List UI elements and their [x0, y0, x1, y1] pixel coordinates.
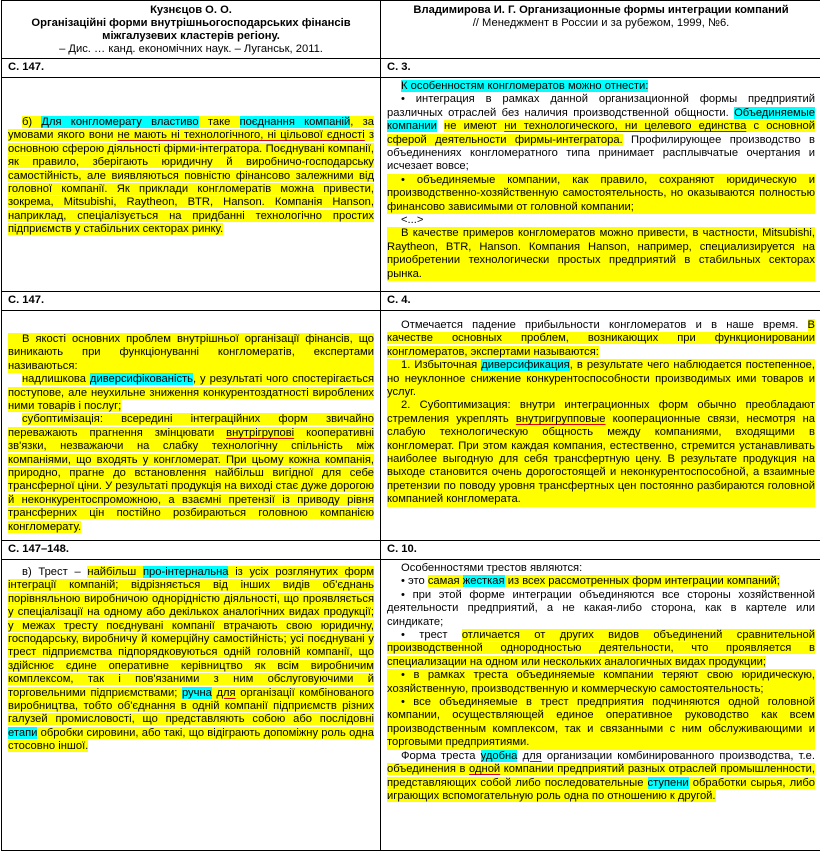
right-page-label-3: С. 10.: [381, 541, 820, 560]
left-text-cell-2: [2, 311, 381, 541]
left-paragraph: в) Трест – найбільш про-інтернальна із усіх розглянутих форм інтеграції компаній; відрізняється від інших видів об'єднань порівняльною виробничою однорідністю діяльності, що проявляється у спеціалізації на одному або декількох аналогічних видах продукції; у межах тресту поєднувані компанії втрачають свою юридичну, господарську, виробничу й комерційну самостійність; усі поєднувані у трест підприємства підпорядковуються одній головній компанії, що здійснює єдине оперативне керівництво як всім виробничим комплексом, так і пов'язаними з ним обслуговуючими й торговельними підприємствами; ручна для організації комбінованого виробництва, тобто об'єднання в одній компанії підприємств різних галузей промисловості, що представляють собою або послідовні етапи обробки сировини, або такі, що відіграють допоміжну роль одна стосовно іншої.: [8, 566, 375, 753]
right-text-cell-1: [381, 78, 820, 292]
right-paragraph: К особенностям конгломератов можно отнести:: [401, 80, 649, 92]
right-paragraph: • все объединяемые в трест предприятия подчиняются одной головной компании, осуществляющей единое оперативное руководство как всем производственным комплексом, так и связанными с ним обслуживающими и торговыми предприятиями.: [387, 696, 815, 749]
right-paragraph: • в рамках треста объединяемые компании теряют свою юридическую, хозяйственную, производственную и коммерческую самостоятельность;: [387, 669, 815, 695]
left-page-label-1: С. 147.: [2, 59, 381, 78]
header-row: [2, 1, 820, 59]
right-text-cell-2: [381, 311, 820, 541]
left-paragraph: надлишкова диверсифікованість, у результаті чого спостерігається поступове, але неухильне зниження конкурентоздатності вироблених ними товарів і послуг;: [8, 373, 374, 413]
left-page-label-3: С. 147–148.: [2, 541, 381, 560]
comparison-table: [1, 0, 820, 851]
left-source: – Дис. … канд. економічних наук. – Луганськ, 2011.: [59, 43, 323, 55]
page-row-2: [2, 292, 820, 311]
right-paragraph: • объединяемые компании, как правило, сохраняют юридическую и производственно-хозяйственную самостоятельность, но оказываются полностью финансово зависимыми от головной компании;: [387, 173, 815, 213]
page-row-3: [2, 541, 820, 560]
right-page-label-2: С. 4.: [381, 292, 820, 311]
left-text-cell-3: [2, 560, 381, 851]
left-page-label-2: С. 147.: [2, 292, 381, 311]
right-paragraph: Форма треста удобна для организации комбинированного производства, т.е. объединения в одной компании предприятий разных отраслей промышленности, представляющих собой либо последовательные ступени обработки сырья, либо играющих вспомогательную роль одна по отношению к другой.: [387, 749, 815, 802]
right-header-cell: [381, 1, 820, 59]
right-paragraph: • это самая жесткая из всех рассмотренных форм интеграции компаний;: [401, 575, 780, 588]
right-paragraph: 1. Избыточная диверсификация, в результате чего наблюдается постепенное, но неуклонное снижение конкурентоспособности производимых ими товаров и услуг.: [387, 359, 815, 399]
left-title: Організаційні форми внутрішньогосподарських фінансів міжгалузевих кластерів регіону.: [31, 17, 351, 42]
right-paragraph: Особенностями трестов являются:: [401, 562, 583, 574]
right-paragraph: • интеграция в рамках данной организационной формы предприятий различных отраслей без наличия производственной общности. Объединяемые компании не имеют ни технологического, ни целевого единства с основной сферой деятельности фирмы-интегратора. Профилирующее производство в объединениях конгломератного типа принимает расплывчатые очертания и исчезает вовсе;: [387, 93, 815, 173]
left-paragraph: б) Для конгломерату властиво таке поєднання компаній, за умовами якого вони не мають ні технологічного, ні цільової єдності з основною сферою діяльності фірми-інтегратора. Поєднувані компанії, як правило, зберігають юридичну й виробничо-господарську самостійність, але виявляються повністю фінансово залежними від головної компанії. Як приклади конгломератів можна привести, зокрема, Mitsubishi, Raytheon, BTR, Hanson. Компанія Hanson, наприклад, спеціалізується на придбанні технологічно простих підприємств у стабільних секторах ринку.: [8, 116, 375, 236]
right-text-cell-3: [381, 560, 820, 851]
right-paragraph: 2. Субоптимизация: внутри интеграционных форм обычно преобладают стремления укреплять внутригрупповые кооперационные связи, несмотря на слабую технологическую общность между компаниями, входящими в конгломерат. При этом каждая компания, естественно, стремится устанавливать наиболее выгодную для себя трансфертную цену. В результате продукция на выходе становится очень дорогостоящей и неконкурентоспособной, а взаимные претензии по поводу уровня трансфертных цен постоянно разбираются головной компанией конгломерата.: [387, 399, 815, 506]
right-title: Владимирова И. Г. Организационные формы интеграции компаний: [413, 4, 789, 16]
left-author: Кузнєцов О. О.: [150, 4, 232, 16]
left-paragraph: В якості основних проблем внутрішньої організації фінансів, що виникають при функціонуванні конгломератів, експертами називаються:: [8, 333, 374, 372]
left-text-cell-1: [2, 78, 381, 292]
right-paragraph: <...>: [401, 214, 424, 227]
right-paragraph: • трест отличается от других видов объединений сравнительной производственной однородностью деятельности, что проявляется в специализации на одном или нескольких аналогичных видах продукции;: [387, 629, 815, 668]
page-row-1: [2, 59, 820, 78]
right-paragraph: Отмечается падение прибыльности конгломератов и в наше время. В качестве основных проблем, возникающих при функционировании конгломератов, экспертами называются:: [387, 319, 815, 358]
text-row-3: [2, 560, 820, 851]
text-row-2: [2, 311, 820, 541]
right-paragraph: • при этой форме интеграции объединяются все стороны хозяйственной деятельности предприятий, а не какая-либо сторона, как в картеле или синдикате;: [387, 588, 815, 628]
text-row-1: [2, 78, 820, 292]
right-paragraph: В качестве примеров конгломератов можно привести, в частности, Mitsubishi, Raytheon, BTR, Hanson. Компания Hanson, например, специализируется на приобретении технологически простых предприятий в стабильных секторах рынка.: [387, 227, 815, 280]
left-paragraph: субоптимізація: всередині інтеграційних форм звичайно переважають прагнення змінцювати внутрігрупові кооперативні зв'язки, незважаючи на слабку технологічну спільність між компаніями, що входять у конгломерат. При цьому кожна компанія, природно, прагне до встановлення найбільш вигідної для себе трансферної ціни. У результаті продукція на виході стає дуже дорогою й неконкурентоспроможною, а взаємні претензії із приводу рівня трансферних цін постійно розбираються головною компанією конгломерату.: [8, 413, 375, 533]
right-source: // Менеджмент в России и за рубежом, 1999, №6.: [472, 17, 730, 29]
right-page-label-1: С. 3.: [381, 59, 820, 78]
left-header-cell: [2, 1, 381, 59]
